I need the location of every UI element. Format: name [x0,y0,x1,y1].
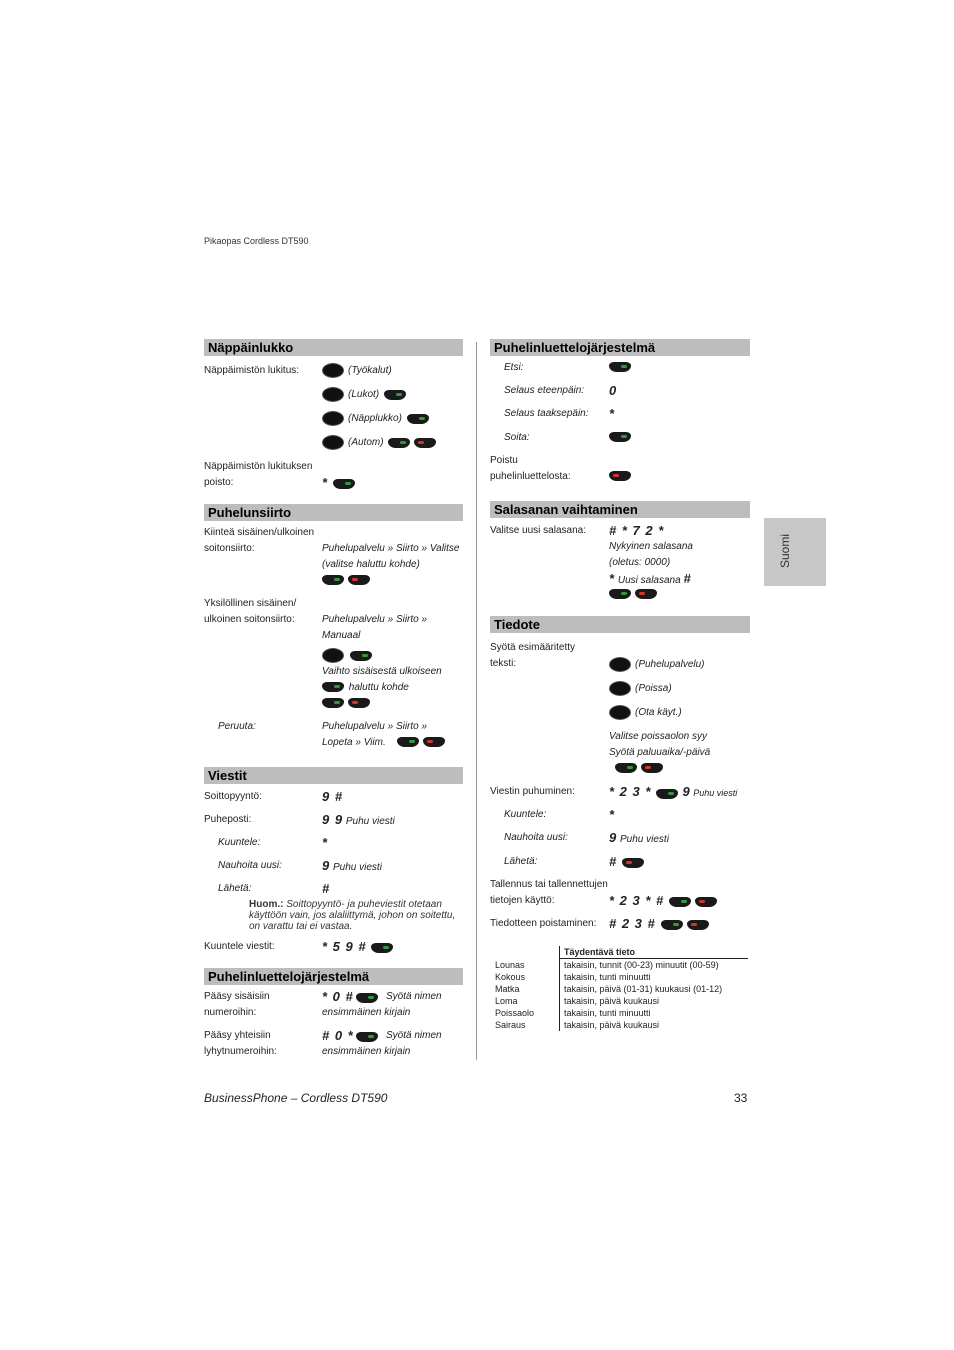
yes-key-icon [407,414,429,424]
internal-numbers-text: Syötä nimen ensimmäinen kirjain [322,991,442,1018]
no-key-icon [635,589,657,599]
language-tab: Suomi [764,518,826,586]
lock-step-3: (Näpplukko) [322,411,431,427]
fixed-transfer-value: Puhelupalvelu » Siirto » Valitse (valitse haluttu kohde) [322,543,460,570]
exit-phonebook-keys [607,469,633,485]
lock-label: Näppäimistön lukitus: [204,365,300,376]
voicemail-label: Puheposti: [204,814,252,825]
cancel-label: Peruuta: [218,721,256,732]
lock-step-4: (Autom) [322,435,438,451]
navigation-key-icon [609,681,631,696]
navigation-key-icon [322,411,344,426]
browse-forward-keys: 0 [609,383,618,398]
lock-step-2: (Lukot) [322,387,408,403]
voicemail-keys: 9 9 Puhu viesti [322,812,395,827]
individual-note-1: Vaihto sisäisestä ulkoiseen [322,666,442,677]
table-row: Poissaolo takaisin, tunti minuutti [491,1007,748,1019]
password-confirm-keys [607,587,659,603]
table-row: Lounas takaisin, tunnit (00-23) minuutit (00-59) [491,959,748,972]
preset-confirm-keys [613,761,665,777]
yes-key-icon [322,698,344,708]
section-title-phonebook-left: Puhelinluettelojärjestelmä [204,968,463,985]
return-time: Syötä paluuaika/-päivä [609,747,711,758]
yes-key-icon [322,575,344,585]
no-key-icon [414,438,436,448]
table-row: Kokous takaisin, tunti minuutti [491,971,748,983]
supplementary-info-table [491,946,748,1031]
browse-back-label: Selaus taaksepäin: [504,408,589,419]
yes-key-icon [656,789,678,799]
no-key-icon [423,737,445,747]
yes-key-icon [609,432,631,442]
listen-label: Kuuntele: [218,837,261,848]
search-label: Etsi: [504,362,524,373]
record-keys: 9 Puhu viesti [322,858,382,873]
no-key-icon [687,920,709,930]
section-title-viestit: Viestit [204,767,463,784]
preset-step-1: (Puhelupalvelu) [609,657,705,673]
announce-record-label: Nauhoita uusi: [504,832,568,843]
exit-phonebook-label: Poistu puhelinluettelosta: [490,455,571,482]
section-title-puhelunsiirto: Puhelunsiirto [204,504,463,521]
common-numbers-keys: # 0 * [322,1028,380,1046]
password-label: Valitse uusi salasana: [490,525,586,536]
individual-transfer-value: Puhelupalvelu » Siirto » Manuaal [322,614,428,641]
yes-key-icon [397,737,419,747]
yes-key-icon [371,943,393,953]
no-key-icon [641,763,663,773]
common-numbers-label: Pääsy yhteisiin lyhytnumeroihin: [204,1030,277,1057]
messages-note: Huom.: Soittopyyntö- ja puheviestit otetaan käyttöön vain, jos alaliittymä, johon on soitettu, on varattu tai ei vastaa. [249,899,456,932]
individual-confirm-keys [320,696,372,712]
announce-listen-keys: * [609,807,616,822]
save-use-keys: * 2 3 * # [609,893,719,911]
footer-title: BusinessPhone – Cordless DT590 [204,1091,388,1105]
section-title-tiedote: Tiedote [490,616,750,633]
yes-key-icon [350,651,372,661]
password-keys: # * 7 2 * [609,523,665,538]
speak-message-label: Viestin puhuminen: [490,786,575,797]
lock-step-1: (Työkalut) [322,363,392,379]
unlock-label: Näppäimistön lukituksen poisto: [204,461,313,488]
yes-key-icon [661,920,683,930]
announce-record-keys: 9 Puhu viesti [609,830,669,845]
yes-key-icon [609,362,631,372]
remove-announce-label: Tiedotteen poistaminen: [490,918,597,929]
table-header-row [491,946,748,959]
search-keys [607,360,633,376]
navigation-key-icon [609,705,631,720]
navigation-key-icon [322,435,344,450]
send-keys: # [322,881,331,896]
announce-listen-label: Kuuntele: [504,809,547,820]
column-divider [476,342,477,1060]
individual-transfer-label: Yksilöllinen sisäinen/ ulkoinen soitonsiirto: [204,598,297,625]
no-key-icon [609,471,631,481]
absence-reason: Valitse poissaolon syy [609,731,708,742]
browse-back-keys: * [609,406,616,421]
no-key-icon [348,698,370,708]
announce-send-label: Lähetä: [504,856,538,867]
no-key-icon [622,858,644,868]
navigation-key-icon [609,657,631,672]
no-key-icon [348,575,370,585]
callback-keys: 9 # [322,789,344,804]
save-use-label: Tallennus tai tallennettujen tietojen käyttö: [490,879,608,906]
listen-keys: * [322,835,329,850]
yes-key-icon [333,479,355,489]
yes-key-icon [384,390,406,400]
table-row: Sairaus takaisin, päivä kuukausi [491,1019,748,1031]
unlock-keys: * [322,475,357,493]
internal-numbers-label: Pääsy sisäisiin numeroihin: [204,991,270,1018]
remove-announce-keys: # 2 3 # [609,916,711,934]
section-title-password: Salasanan vaihtaminen [490,501,750,518]
navigation-key-icon [322,648,344,663]
navigation-key-icon [322,387,344,402]
speak-message-keys: * 2 3 * 9 Puhu viesti [609,784,738,799]
password-new: * Uusi salasana # [609,571,692,586]
send-label: Lähetä: [218,883,252,894]
password-default: (oletus: 0000) [609,557,671,568]
section-title-phonebook-right: Puhelinluettelojärjestelmä [490,339,750,356]
individual-transfer-keys [322,648,374,664]
call-label: Soita: [504,432,530,443]
browse-forward-label: Selaus eteenpäin: [504,385,585,396]
listen-messages-keys: * 5 9 # [322,939,395,957]
table-header-cell: Täydentävä tieto [560,946,749,959]
call-keys [607,430,633,446]
no-key-icon [695,897,717,907]
common-numbers-text: Syötä nimen ensimmäinen kirjain [322,1030,442,1057]
announce-send-keys: # [609,854,646,872]
yes-key-icon [322,682,344,692]
fixed-transfer-keys [320,573,372,589]
internal-numbers-keys: * 0 # [322,989,380,1007]
cancel-value: Puhelupalvelu » Siirto » Lopeta » Viim. [322,721,428,748]
cancel-keys [395,735,447,751]
yes-key-icon [615,763,637,773]
running-header: Pikaopas Cordless DT590 [204,236,309,246]
yes-key-icon [609,589,631,599]
page-number: 33 [734,1091,748,1105]
preset-step-2: (Poissa) [609,681,672,697]
password-current: Nykyinen salasana [609,541,693,552]
navigation-key-icon [322,363,344,378]
listen-messages-label: Kuuntele viestit: [204,941,275,952]
yes-key-icon [388,438,410,448]
individual-note-2: haluttu kohde [320,680,409,696]
table-row: Loma takaisin, päivä kuukausi [491,995,748,1007]
fixed-transfer-label: Kiinteä sisäinen/ulkoinen soitonsiirto: [204,527,315,554]
section-title-nappainlukko: Näppäinlukko [204,339,463,356]
preset-step-3: (Ota käyt.) [609,705,682,721]
record-label: Nauhoita uusi: [218,860,282,871]
preset-text-label: Syötä esimääritetty teksti: [490,642,576,669]
yes-key-icon [669,897,691,907]
table-row: Matka takaisin, päivä (01-31) kuukausi (01-12) [491,983,748,995]
callback-label: Soittopyyntö: [204,791,262,802]
